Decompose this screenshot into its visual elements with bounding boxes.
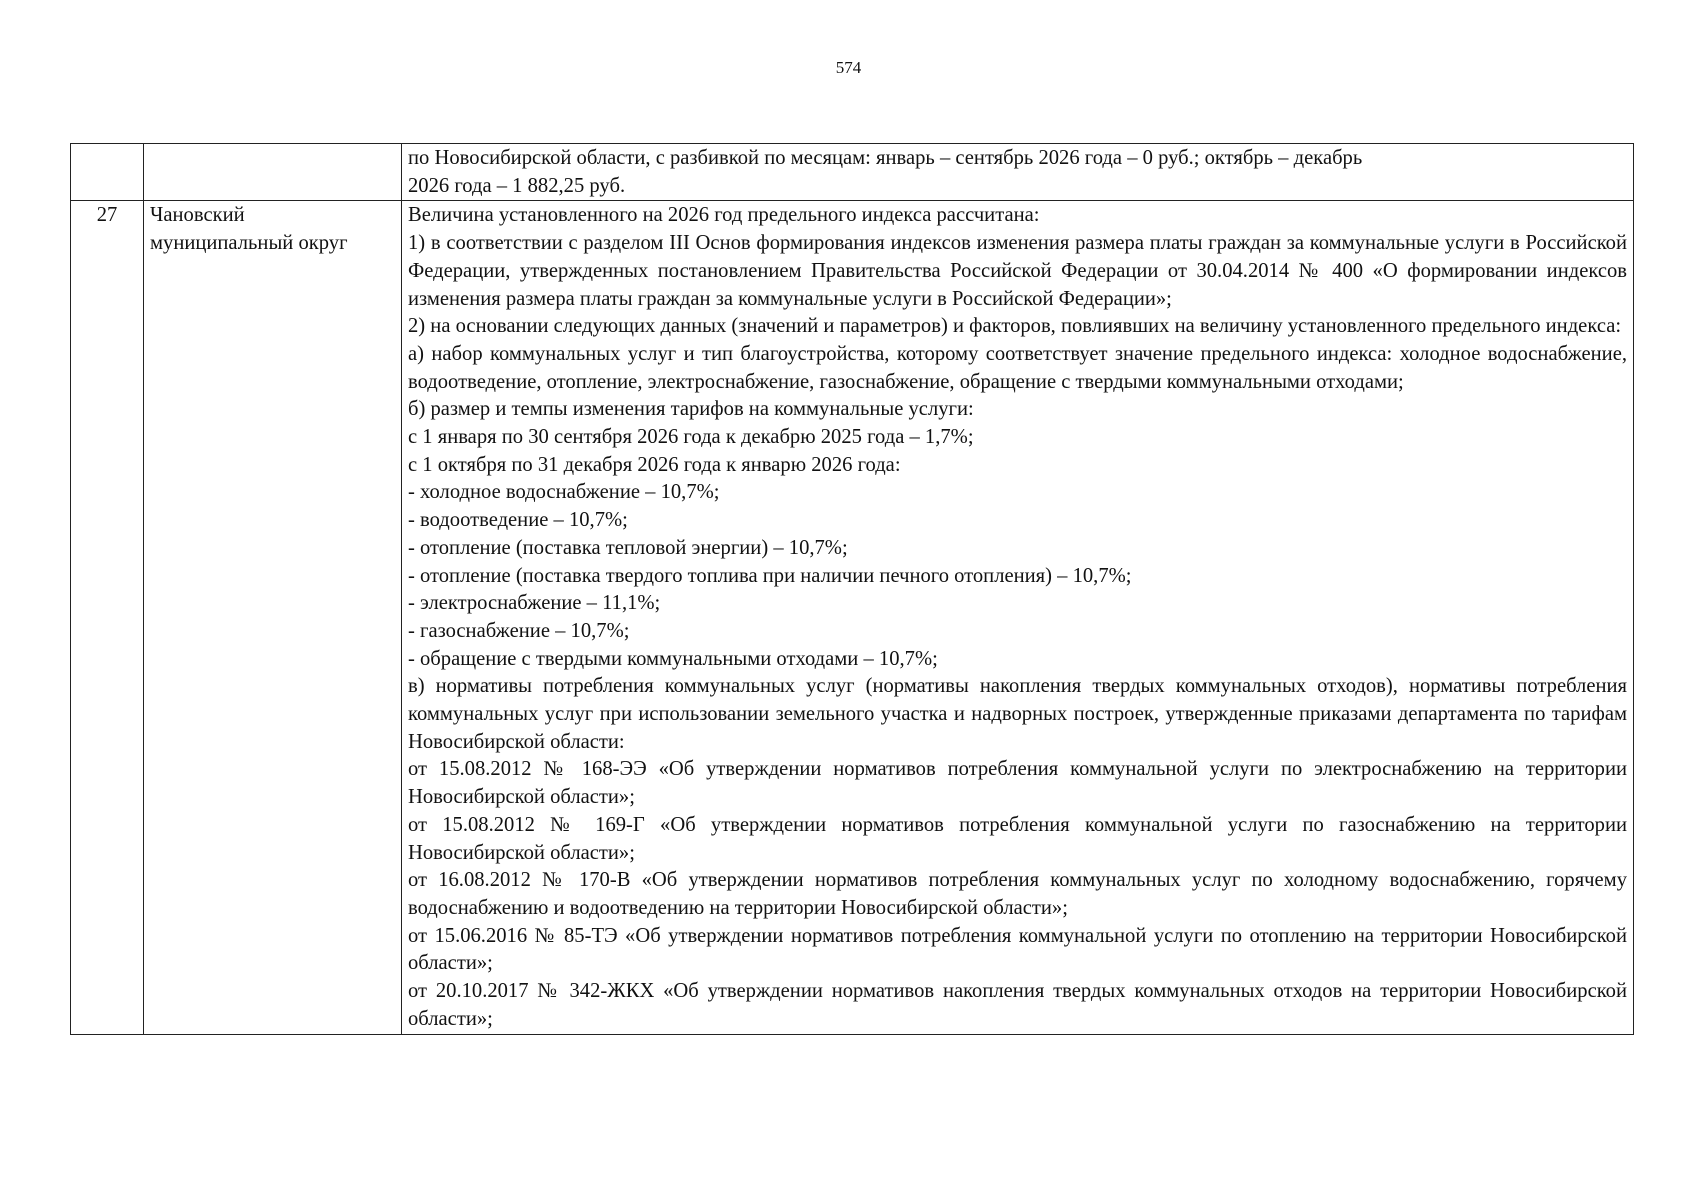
paragraph: а) набор коммунальных услуг и тип благоустройства, которому соответствует значение предельного индекса: холодное водоснабжение, водоотведение, отопление, электроснабжение, газоснабжение, обращение с твердыми коммунальными отходами;: [408, 342, 1627, 393]
paragraph: 1) в соответствии с разделом III Основ формирования индексов изменения размера платы граждан за коммунальные услуги в Российской Федерации, утвержденных постановлением Правительства Российской Федерации от 30.04.2014 № 400 «О формировании индексов изменения размера платы граждан за коммунальные услуги в Российской Федерации»;: [408, 232, 1627, 310]
paragraph: б) размер и темпы изменения тарифов на коммунальные услуги:: [408, 398, 974, 421]
paragraph: от 16.08.2012 № 170-В «Об утверждении нормативов потребления коммунальных услуг по холодному водоснабжению, горячему водоснабжению и водоотведению на территории Новосибирской области»;: [408, 869, 1627, 919]
paragraph: Величина установленного на 2026 год предельного индекса рассчитана:: [408, 204, 1040, 227]
page-number: 574: [835, 58, 862, 77]
list-item: - водоотведение – 10,7%;: [408, 509, 628, 532]
paragraph: 2) на основании следующих данных (значений и параметров) и факторов, повлиявших на величину установленного предельного индекса:: [408, 315, 1622, 338]
paragraph: с 1 октября по 31 декабря 2026 года к январю 2026 года:: [408, 453, 901, 476]
description-cell: [402, 201, 1634, 1034]
paragraph: от 15.06.2016 № 85-ТЭ «Об утверждении нормативов потребления коммунальной услуги по отоплению на территории Новосибирской области»;: [408, 924, 1627, 975]
list-item: - отопление (поставка тепловой энергии) – 10,7%;: [408, 536, 848, 559]
paragraph: в) нормативы потребления коммунальных услуг (нормативы накопления твердых коммунальных отходов), нормативы потребления коммунальных услуг при использовании земельного участка и надворных построек, утвержденные приказами департамента по тарифам Новосибирской области:: [408, 675, 1627, 753]
municipality-cell: [144, 201, 402, 1034]
municipality-cell: [144, 144, 402, 201]
municipality-name-line: муниципальный округ: [150, 232, 348, 255]
municipality-name-line: Чановский: [150, 204, 245, 227]
list-item: - обращение с твердыми коммунальными отходами – 10,7%;: [408, 647, 938, 670]
paragraph: от 15.08.2012 № 168-ЭЭ «Об утверждении нормативов потребления коммунальной услуги по электроснабжению на территории Новосибирской области»;: [408, 758, 1627, 809]
list-item: - электроснабжение – 11,1%;: [408, 592, 661, 615]
paragraph: с 1 января по 30 сентября 2026 года к декабрю 2025 года – 1,7%;: [408, 426, 974, 449]
description-cell: [402, 144, 1634, 201]
row-number-cell: [71, 144, 144, 201]
table-row-continuation: [71, 144, 1634, 201]
table-row-27: [71, 201, 1634, 1034]
list-item: - газоснабжение – 10,7%;: [408, 619, 630, 642]
list-item: - холодное водоснабжение – 10,7%;: [408, 481, 720, 504]
row-number-cell: 27: [71, 201, 144, 1034]
paragraph: от 15.08.2012 № 169-Г «Об утверждении нормативов потребления коммунальной услуги по газоснабжению на территории Новосибирской области»;: [408, 813, 1627, 864]
indices-table: [70, 143, 1634, 1035]
text-line: 2026 года – 1 882,25 руб.: [408, 174, 626, 197]
list-item: - отопление (поставка твердого топлива при наличии печного отопления) – 10,7%;: [408, 564, 1132, 587]
text-line: по Новосибирской области, с разбивкой по месяцам: январь – сентябрь 2026 года – 0 руб.; октябрь – декабрь: [408, 147, 1363, 169]
paragraph: от 20.10.2017 № 342-ЖКХ «Об утверждении нормативов накопления твердых коммунальных отходов на территории Новосибирской области»;: [408, 980, 1627, 1030]
